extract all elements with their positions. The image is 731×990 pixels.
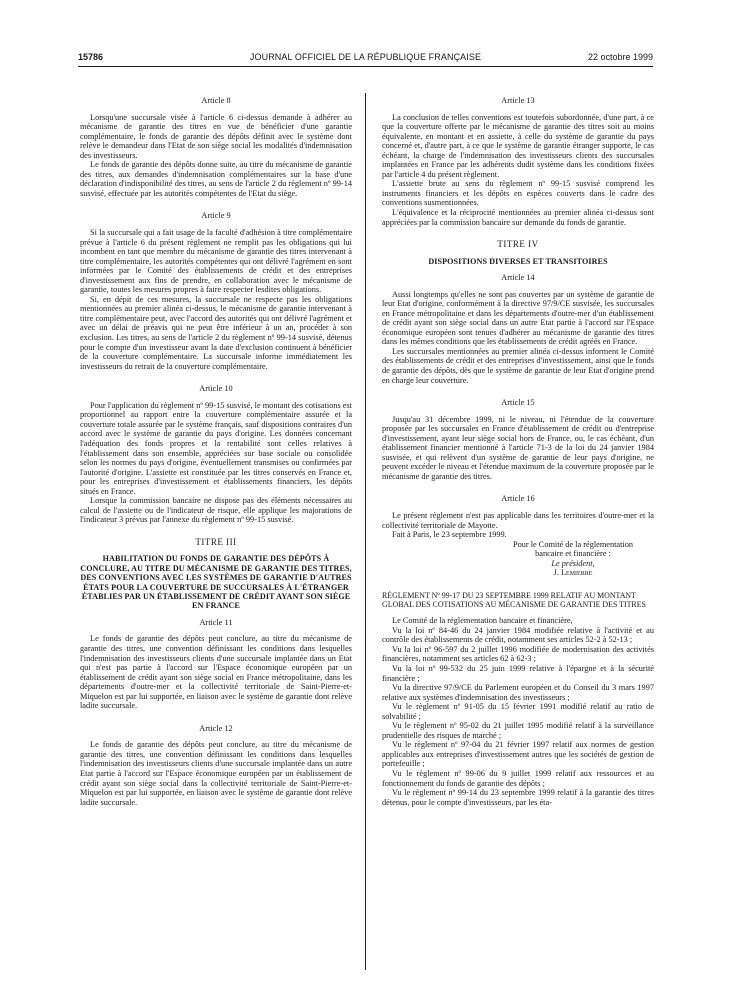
regulation-title: RÈGLEMENT Nº 99-17 DU 23 SEPTEMBRE 1999 RELATIF AU MONTANT GLOBAL DES COTISATIONS AU MÉCANISME DE GARANTIE DES TITRES [382,590,646,610]
article-8-heading: Article 8 [201,96,231,105]
signatory-name: J. Lemierre [553,568,593,578]
paragraph: Aussi longtemps qu'elles ne sont pas couvertes par un système de garantie de leur Etat d'origine, conformément à la directive 97/9/CE susvisée, les succursales en France métropolitaine et dans les départements d'outre-mer d'un établissement de crédit ayant son siège social dans un autre Etat partie à l'accord sur l'Espace économique européen sont tenues d'adhérer au mécanisme de garantie des titres dans les mêmes conditions que les établissements de crédit agréés en France. [382,289,654,347]
signature-block [382,540,654,578]
paragraph: L'assiette brute au sens du règlement nº 99-15 susvisé comprend les instruments financiers et les dépôts en espèces couverts dans le cadre des conventions susmentionnées. [382,179,654,208]
paragraph: Pour l'application du règlement nº 99-15 susvisé, le montant des cotisations est proportionnel au rapport entre la couverture complémentaire assurée et la couverture totale assurée par le système français, sauf dispositions contraires d'un accord avec le système de garantie du pays d'origine. Les données concernant l'adéquation des fonds propres et la rentabilité sont celles relatives à l'établissement dans son ensemble, appréciées sur base sociale ou consolidée selon les normes du pays d'origine, éventuellement transmises ou confirmées par l'autorité d'origine. L'assiette est constituée par les titres conservés en France et, pour les entreprises d'investissement et établissements financiers, les dépôts situés en France. [80,400,352,496]
paragraph: Jusqu'au 31 décembre 1999, ni le niveau, ni l'étendue de la couverture proposée par les succursales en France d'établissement de crédit ou d'entreprise d'investissement, ayant leur siège social hors de France, ou, le cas échéant, d'un établissement financier mentionné à l'article 71-3 de la loi du 24 janvier 1984 susvisée, et qui relèvent d'un système de garantie de leur pays d'origine, ne peuvent excéder le niveau et l'étendue maximum de la couverture proposée par le mécanisme de garantie des titres. [382,414,654,481]
article-11-heading: Article 11 [199,617,233,627]
publication-date: 22 octobre 1999 [587,52,653,62]
article-15-heading: Article 15 [501,398,535,408]
right-column [382,96,654,807]
titre-iii: TITRE III [195,536,237,547]
column-divider [365,93,366,970]
paragraph: L'équivalence et la réciprocité mentionnées au premier alinéa ci-dessus sont appréciées par la commission bancaire sur demande du fonds de garantie. [382,208,654,227]
paragraph: Le fonds de garantie des dépôts peut conclure, au titre du mécanisme de garantie des titres, une convention définissant les conditions dans lesquelles l'indemnisation des investisseurs clients d'une succursale implantée dans un autre Etat partie à l'accord sur l'Espace économique européen par un établissement de crédit ayant son siège social dans la collectivité territoriale de Saint-Pierre-et-Miquelon est par lui supportée, en liaison avec le système de garantie dont relève ladite succursale. [80,740,352,807]
paragraph: Vu le règlement nº 99-06 du 9 juillet 1999 relatif aux ressources et au fonctionnement du fonds de garantie des dépôts ; [382,768,654,788]
article-9-heading: Article 9 [201,211,231,221]
paragraph: Vu la loi nº 96-597 du 2 juillet 1996 modifiée de modernisation des activités financières, notamment ses articles 62 à 62-3 ; [382,644,654,664]
paragraph: Le présent règlement n'est pas applicable dans les territoires d'outre-mer et la collectivité territoriale de Mayotte. [382,511,654,530]
paragraph: Vu le règlement nº 91-05 du 15 février 1991 modifié relatif au ratio de solvabilité ; [382,702,654,721]
article-14-heading: Article 14 [501,273,535,283]
paragraph: Vu le règlement nº 97-04 du 21 février 1997 relatif aux normes de gestion applicables aux entreprises d'investissement autres que les sociétés de gestion de portefeuille ; [382,740,654,769]
paragraph: Vu la directive 97/9/CE du Parlement européen et du Conseil du 3 mars 1997 relative aux systèmes d'indemnisation des investisseurs ; [382,683,654,702]
page-number: 15786 [78,52,104,62]
signing-date: Fait à Paris, le 23 septembre 1999. [392,530,507,540]
header-rule [78,66,653,67]
titre-iii-heading: HABILITATION DU FONDS DE GARANTIE DES DÉPÔTS À CONCLURE, AU TITRE DU MÉCANISME DE GARANTIE DES TITRES, DES CONVENTIONS AVEC LES SYSTÈMES DE GARANTIE D'AUTRES ÉTATS POUR LA COUVERTURE DE SUCCURSALES À L'ÉTRANGER ÉTABLIES PAR UN ÉTABLISSEMENT DE CRÉDIT AYANT SON SIÈGE EN FRANCE [80,554,352,611]
paragraph: Si, en dépit de ces mesures, la succursale ne respecte pas les obligations mentionnées au premier alinéa ci-dessus, le mécanisme de garantie intervenant à titre complémentaire peut, avec l'accord des autorités qui ont délivré l'agrément et avec un délai de préavis qui ne peut être inférieur à un an, procéder à son exclusion. Les titres, au sens de l'article 2 du règlement nº 99-14 susvisé, détenus pour le compte d'un investisseur avant la date d'exclusion continuent à bénéficier de la couverture complémentaire. La succursale informe immédiatement les investisseurs du retrait de la couverture complémentaire. [80,294,352,371]
paragraph: Lorsque la commission bancaire ne dispose pas des éléments nécessaires au calcul de l'assiette ou de l'indicateur de risque, elle applique les majorations de l'indicateur 3 prévus par l'annexe du règlement nº 99-15 susvisé. [80,496,352,525]
paragraph: Vu le règlement nº 95-02 du 21 juillet 1995 modifié relatif à la surveillance prudentielle des risques de marché ; [382,721,654,740]
journal-title: JOURNAL OFFICIEL DE LA RÉPUBLIQUE FRANÇAISE [249,52,482,62]
article-12-heading: Article 12 [199,723,233,733]
paragraph: Le fonds de garantie des dépôts peut conclure, au titre du mécanisme de garantie des titres, une convention définissant les conditions dans lesquelles l'indemnisation des investisseurs clients d'une succursale implantée dans un Etat qui n'est pas partie à l'accord sur l'Espace économique européen par un établissement de crédit ayant son siège social en France métropolitaine, dans les départements d'outre-mer et la collectivité territoriale de Saint-Pierre-et-Miquelon est par lui supportée, en liaison avec le système de garantie dont relève ladite succursale. [80,634,352,711]
article-10-heading: Article 10 [199,384,233,394]
left-column [80,96,352,807]
paragraph: Vu la loi nº 99-532 du 25 juin 1999 relative à l'épargne et à la sécurité financière ; [382,663,654,683]
paragraph: Vu le règlement nº 99-14 du 23 septembre 1999 relatif à la garantie des titres détenus, pour le compte d'investisseurs, par les éta- [382,788,654,807]
signature-line: Pour le Comité de la réglementation [512,539,634,549]
paragraph: La conclusion de telles conventions est toutefois subordonnée, d'une part, à ce que la couverture offerte par le mécanisme de garantie des titres soit au moins équivalente, en montant et en assiette, à celle du système de garantie du pays concerné et, d'autre part, à ce que le système de garantie étranger supporte, le cas échéant, la charge de l'indemnisation des investisseurs clients des succursales implantées en France par les adhérents dudit système dans les conditions fixées par l'article 4 du présent règlement. [382,112,654,179]
signature-line: bancaire et financière : [535,549,611,559]
paragraph: Lorsqu'une succursale visée à l'article 6 ci-dessus demande à adhérer au mécanisme de garantie des titres en vue de bénéficier d'une garantie complémentaire, le fonds de garantie des dépôts définit avec le système dont relève le demandeur dans l'Etat de son siège social les modalités d'indemnisation des investisseurs. [80,112,352,160]
paragraph: Vu la loi nº 84-46 du 24 janvier 1984 modifiée relative à l'activité et au contrôle des établissements de crédit, notamment ses articles 52-2 à 52-13 ; [382,625,654,645]
paragraph: Les succursales mentionnées au premier alinéa ci-dessus informent le Comité des établissements de crédit et des entreprises d'investissement, ainsi que le fonds de garantie des dépôts, dès que le système de garantie de leur Etat d'origine prend en charge leur couverture. [382,346,654,385]
titre-iv-heading: DISPOSITIONS DIVERSES ET TRANSITOIRES [428,256,608,266]
article-13-heading: Article 13 [501,96,535,105]
paragraph: Le Comité de la réglementation bancaire et financière, [392,616,573,626]
titre-iv: TITRE IV [497,239,539,250]
page-header [78,52,653,66]
signatory-role: Le président, [551,558,595,568]
paragraph: Le fonds de garantie des dépôts donne suite, au titre du mécanisme de garantie des titres, aux demandes d'indemnisation complémentaires sur la base d'une déclaration d'indisponibilité des titres, au sens de l'article 2 du règlement nº 99-14 susvisé, effectuée par les autorités compétentes de l'Etat du siège. [80,160,352,198]
article-16-heading: Article 16 [501,494,535,504]
paragraph: Si la succursale qui a fait usage de la faculté d'adhésion à titre complémentaire prévue à l'article 6 du présent règlement ne remplit pas les obligations qui lui incombent en tant que membre du mécanisme de garantie des titres intervenant à titre complémentaire, les autorités compétentes qui ont délivré l'agrément en sont informées par le Comité des établissements de crédit et des entreprises d'investissement aux fins de prendre, en collaboration avec le mécanisme de garantie, toutes les mesures propres à faire respecter lesdites obligations. [80,228,352,295]
